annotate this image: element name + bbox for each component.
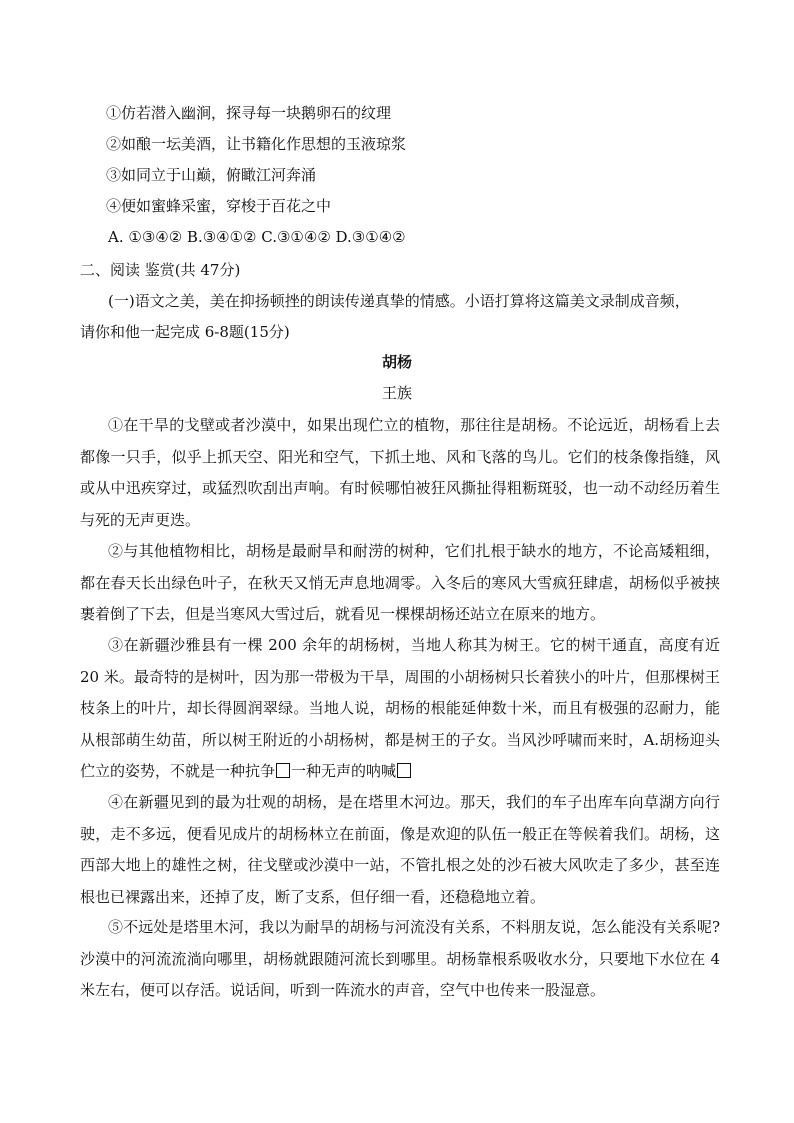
reading-intro (80, 286, 720, 348)
option-list (106, 98, 746, 253)
article-paragraph-4: ④在新疆见到的最为壮观的胡杨，是在塔里木河边。那天，我们的车子出库车向草湖方向行驶，走不多远，便看见成片的胡杨林立在前面，像是欢迎的队伍一般正在等候着我们。胡杨，这西部大地上的雄性之树，往戈壁或沙漠中一站，不管扎根之处的沙石被大风吹走了多少，甚至连根也已裸露出来，还掉了皮，断了支系，但仔细一看，还稳稳地立着。 (80, 793, 720, 906)
option-item: ①仿若潜入幽涧，探寻每一块鹅卵石的纹理 (106, 104, 392, 122)
blank-box-1 (276, 763, 290, 778)
answer-choices: A. ①③④② B.③④①② C.③①④② D.③①④② (108, 228, 406, 246)
option-item: ②如酿一坛美酒，让书籍化作思想的玉液琼浆 (106, 135, 407, 153)
article-paragraph-5: ⑤不远处是塔里木河，我以为耐旱的胡杨与河流没有关系，不料朋友说，怎么能没有关系呢?沙漠中的河流流淌向哪里，胡杨就跟随河流长到哪里。胡杨靠根系吸收水分，只要地下水位在 4 米左右，便可以存活。说话间，听到一阵流水的声音，空气中也传来一股湿意。 (80, 918, 720, 999)
article-paragraph-2: ②与其他植物相比，胡杨是最耐旱和耐涝的树种，它们扎根于缺水的地方，不论高矮粗细，都在春天长出绿色叶子，在秋天又悄无声息地凋零。入冬后的寒风大雪疯狂肆虐，胡杨似乎被挟裹着倒了下去，但是当寒风大雪过后，就看见一棵棵胡杨还站立在原来的地方。 (80, 542, 720, 623)
paragraph-3-text: ③在新疆沙雅县有一棵 200 余年的胡杨树，当地人称其为树王。它的树干通直，高度有近 20 米。最奇特的是树叶，因为那一带极为干旱，周围的小胡杨树只长着狭小的叶片，但那棵树王枝条上的叶片，却长得圆润翠绿。当地人说，胡杨的根能延伸数十米，而且有极强的忍耐力，能从根部萌生幼苗，所以树王附近的小胡杨树，都是树王的子女。当风沙呼啸而来时，A.胡杨迎头伫立的姿势，不就是一种抗争 (80, 636, 720, 780)
paragraph-3-text-tail: 一种无声的呐喊 (291, 762, 397, 780)
article-paragraph-3 (80, 630, 720, 788)
section-heading: 二、阅读 鉴赏(共 47分) (80, 261, 241, 279)
option-item: ④便如蜜蜂采蜜，穿梭于百花之中 (106, 197, 332, 215)
article-paragraph-1: ①在干旱的戈壁或者沙漠中，如果出现伫立的植物，那往往是胡杨。不论远近，胡杨看上去都像一只手，似乎上抓天空、阳光和空气，下抓土地、风和飞落的鸟儿。它们的枝条像指缝，风或从中迅疾穿过，或猛烈吹刮出声响。有时候哪怕被狂风撕扯得粗粝斑驳，也一动不动经历着生与死的无声更迭。 (80, 416, 720, 529)
article-author: 王族 (381, 384, 412, 402)
blank-box-2 (397, 763, 411, 778)
intro-line-2: 请你和他一起完成 6-8题(15分) (80, 323, 290, 341)
option-item: ③如同立于山巅，俯瞰江河奔涌 (106, 166, 317, 184)
article-title: 胡杨 (381, 353, 412, 371)
intro-line-1: (一)语文之美，美在抑扬顿挫的朗读传递真挚的情感。小语打算将这篇美文录制成音频， (108, 292, 690, 310)
